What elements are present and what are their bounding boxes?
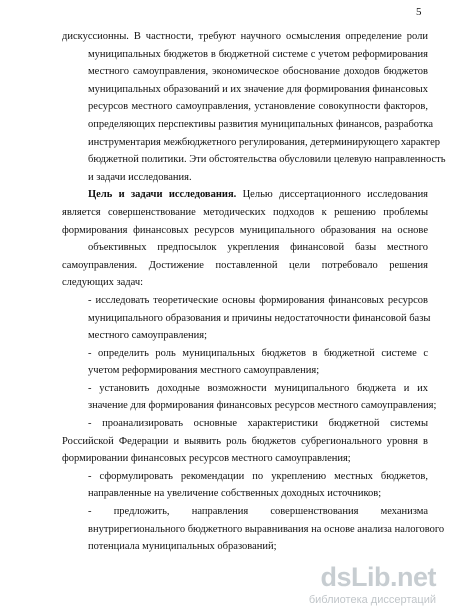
text-line: объективных предпосылок укрепления финансовой базы местного	[88, 242, 428, 254]
text-line: - предложить, направления совершенствования механизма	[88, 506, 428, 518]
text-line: муниципального образования и причины недостаточности финансовой базы	[88, 312, 431, 324]
watermark	[300, 562, 442, 610]
text-line: муниципальных образований и их значение для формирования финансовых	[88, 83, 428, 95]
text-line: определяющих перспективы развития муниципальных финансов, разработка	[88, 118, 434, 130]
list-item	[62, 503, 445, 556]
text-line	[62, 186, 428, 204]
text-line: направленные на увеличение собственных доходных источников;	[88, 488, 382, 500]
list-item	[62, 345, 428, 380]
text-line: инструментария межбюджетного регулирования, детерминирующего характер	[88, 136, 441, 148]
text-line: формировании финансовых ресурсов местного самоуправления;	[62, 453, 351, 465]
watermark-logo: dsLib.net	[320, 562, 436, 592]
text-line: и задачи исследования.	[88, 171, 192, 183]
watermark-subtitle: библиотека диссертаций	[308, 594, 436, 606]
text-line: следующих задач:	[62, 277, 144, 289]
intro-paragraph	[62, 28, 446, 186]
goal-paragraph	[62, 186, 428, 292]
text-line: самоуправления. Достижение поставленной цели потребовало решения	[62, 259, 428, 271]
list-item	[62, 292, 431, 345]
text-line: Российской Федерации и выявить роль бюджетов субрегионального уровня в	[62, 435, 428, 447]
task-list	[62, 292, 445, 556]
list-item	[62, 415, 428, 468]
text-line: потенциала муниципальных образований;	[88, 541, 277, 553]
text-line: - проанализировать основные характеристики бюджетной системы	[88, 418, 428, 430]
heading-continuation: Целью диссертационного исследования	[242, 189, 429, 201]
text-line: значение для формирования финансовых ресурсов местного самоуправления;	[88, 400, 437, 412]
text-line: является совершенствование методических подходов к решению проблемы	[62, 206, 428, 218]
page-number: 5	[416, 6, 422, 18]
section-heading: Цель и задачи исследования.	[88, 189, 237, 201]
text-line: дискуссионны. В частности, требуют научного осмысления определение роли	[62, 31, 428, 42]
text-line: - сформулировать рекомендации по укреплению местных бюджетов,	[88, 470, 428, 482]
text-line: местного самоуправления, экономическое обоснование доходов бюджетов	[88, 66, 428, 78]
text-line: муниципальных бюджетов в бюджетной системе с учетом реформирования	[88, 48, 428, 60]
text-line: ресурсов местного самоуправления, установление совокупности факторов,	[88, 101, 428, 113]
text-line: учетом реформирования местного самоуправления;	[88, 365, 320, 377]
list-item	[62, 380, 437, 415]
list-item	[62, 468, 428, 503]
text-line: - установить доходные возможности муниципального бюджета и их	[88, 382, 428, 394]
text-line: - исследовать теоретические основы формирования финансовых ресурсов	[88, 294, 428, 306]
text-line: бюджетной политики. Эти обстоятельства обусловили целевую направленность	[88, 154, 446, 166]
text-line: местного самоуправления;	[88, 330, 208, 342]
document-body	[62, 28, 446, 556]
text-line: формирования финансовых ресурсов муниципального образования на основе	[62, 224, 428, 236]
text-line: внутрирегионального бюджетного выравнивания на основе анализа налогового	[88, 523, 445, 535]
text-line: - определить роль муниципальных бюджетов в бюджетной системе с	[88, 347, 428, 359]
